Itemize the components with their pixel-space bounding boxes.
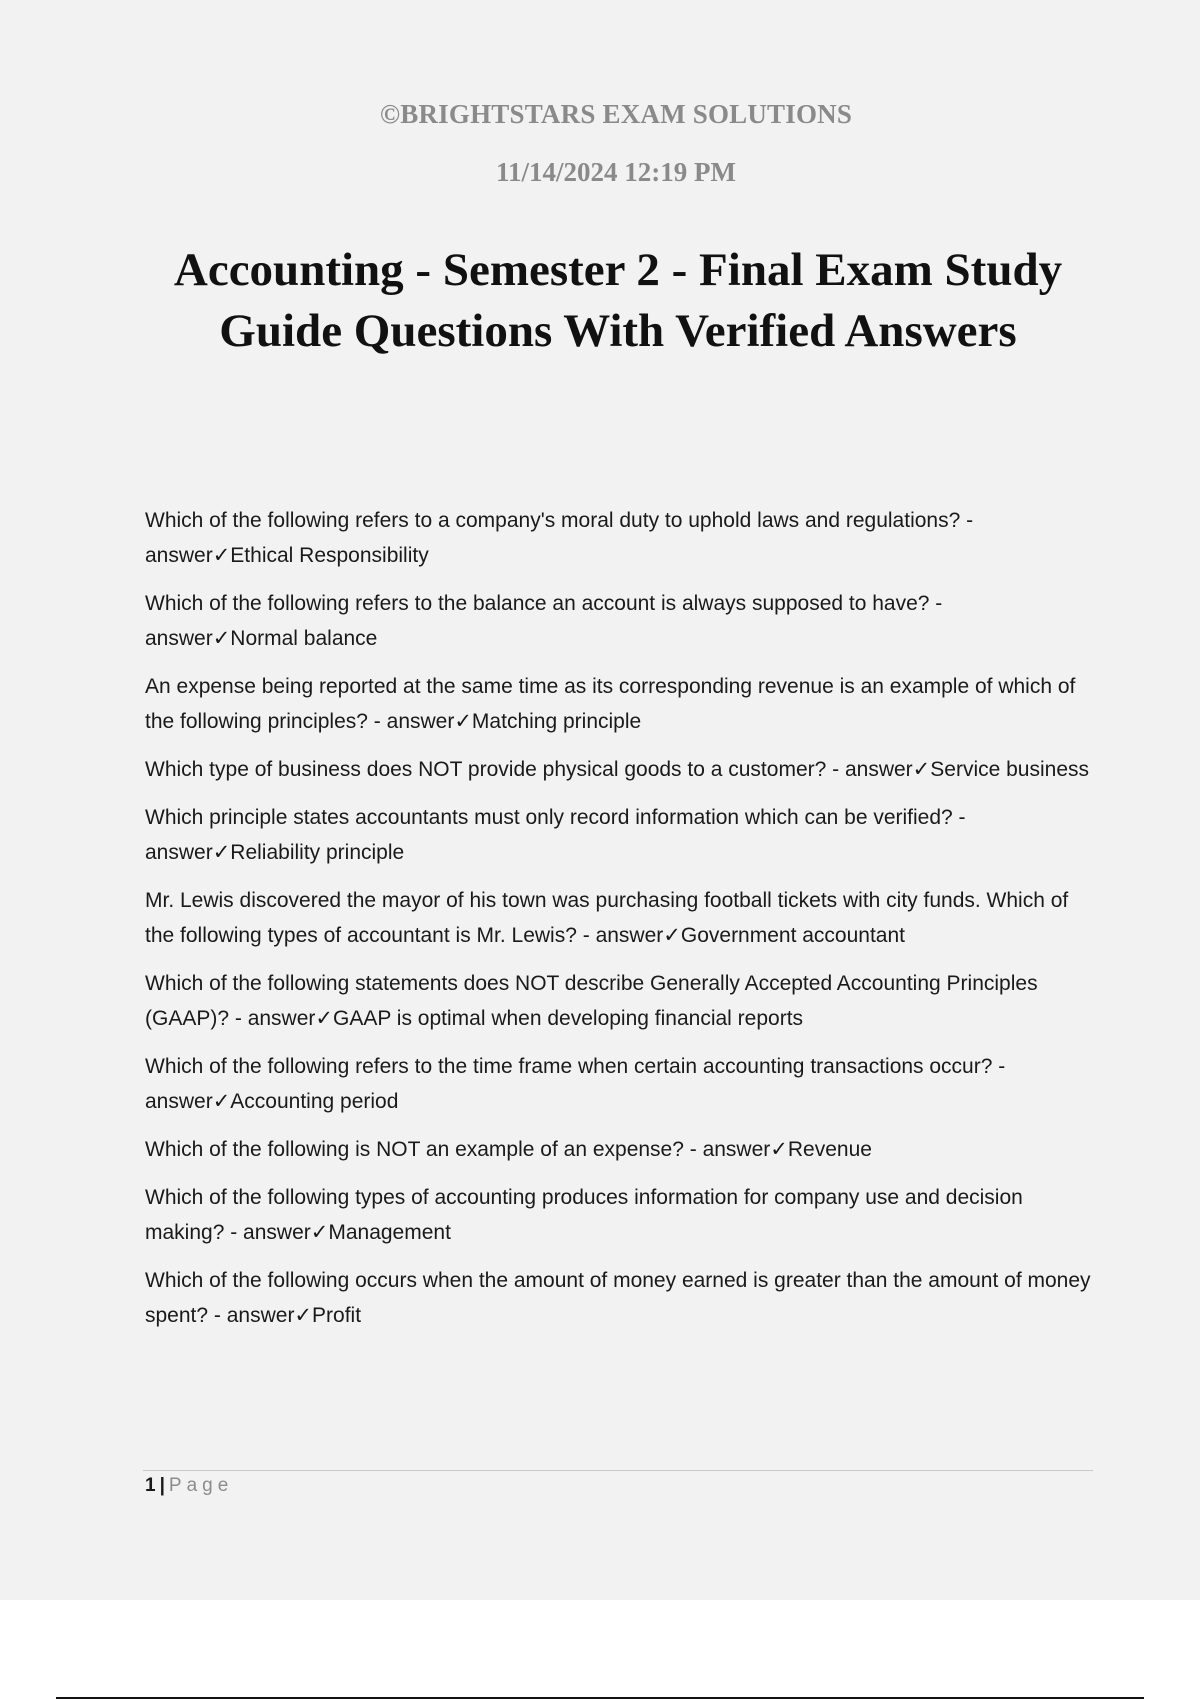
- answer-text: answer✓Accounting period: [145, 1090, 399, 1113]
- list-item: [145, 752, 1095, 787]
- next-page-rule: [56, 1697, 1144, 1699]
- document-title: [120, 240, 1116, 362]
- answer-text: answer✓Profit: [226, 1304, 362, 1327]
- question-text: Which of the following refers to the time frame when certain accounting transactions occur? -: [145, 1055, 1006, 1078]
- title-line-1: Accounting - Semester 2 - Final Exam Study: [173, 244, 1063, 296]
- question-text: Which of the following statements does NOT describe Generally Accepted Accounting Principles (GAAP)? -: [145, 972, 1038, 1030]
- print-datetime: 11/14/2024 12:19 PM: [496, 157, 736, 187]
- answer-text: answer✓Reliability principle: [145, 841, 405, 864]
- answer-text: answer✓Matching principle: [386, 710, 642, 733]
- list-item: [145, 1049, 1095, 1119]
- question-text: Which of the following refers to the balance an account is always supposed to have? -: [145, 592, 943, 615]
- list-item: [145, 503, 1095, 573]
- list-item: [145, 586, 1095, 656]
- question-text: Which of the following occurs when the amount of money earned is greater than the amount of money spent? -: [145, 1269, 1091, 1327]
- answer-text: answer✓GAAP is optimal when developing financial reports: [247, 1007, 804, 1030]
- page-number: 1: [145, 1475, 156, 1496]
- question-text: Which principle states accountants must only record information which can be verified? -: [145, 806, 966, 829]
- question-text: Which of the following refers to a company's moral duty to uphold laws and regulations? -: [145, 509, 974, 532]
- title-line-2: Guide Questions With Verified Answers: [219, 305, 1017, 357]
- answer-text: answer✓Government accountant: [595, 924, 905, 947]
- list-item: [145, 1180, 1095, 1250]
- copyright-notice: ©BRIGHTSTARS EXAM SOLUTIONS: [379, 99, 853, 129]
- list-item: [145, 966, 1095, 1036]
- page-footer: [145, 1473, 233, 1499]
- question-text: An expense being reported at the same time as its corresponding revenue is an example of which of the following principles? -: [145, 675, 1076, 733]
- answer-text: answer✓Service business: [844, 758, 1090, 781]
- list-item: [145, 883, 1095, 953]
- page-label: Page: [168, 1475, 234, 1496]
- list-item: [145, 669, 1095, 739]
- footer-separator: |: [159, 1475, 165, 1496]
- list-item: [145, 1263, 1095, 1333]
- question-answer-list: [145, 503, 1095, 1346]
- answer-text: answer✓Normal balance: [145, 627, 378, 650]
- question-text: Which of the following types of accounting produces information for company use and decision making? -: [145, 1186, 1023, 1244]
- question-text: Mr. Lewis discovered the mayor of his town was purchasing football tickets with city funds. Which of the following types of accountant is Mr. Lewis? -: [145, 889, 1069, 947]
- list-item: [145, 800, 1095, 870]
- answer-text: answer✓Revenue: [702, 1138, 872, 1161]
- list-item: [145, 1132, 1095, 1167]
- answer-text: answer✓Management: [243, 1221, 451, 1244]
- document-header: [0, 96, 1200, 190]
- footer-divider: [143, 1470, 1093, 1471]
- answer-text: answer✓Ethical Responsibility: [145, 544, 429, 567]
- question-text: Which of the following is NOT an example of an expense? -: [145, 1138, 697, 1161]
- question-text: Which type of business does NOT provide physical goods to a customer? -: [145, 758, 840, 781]
